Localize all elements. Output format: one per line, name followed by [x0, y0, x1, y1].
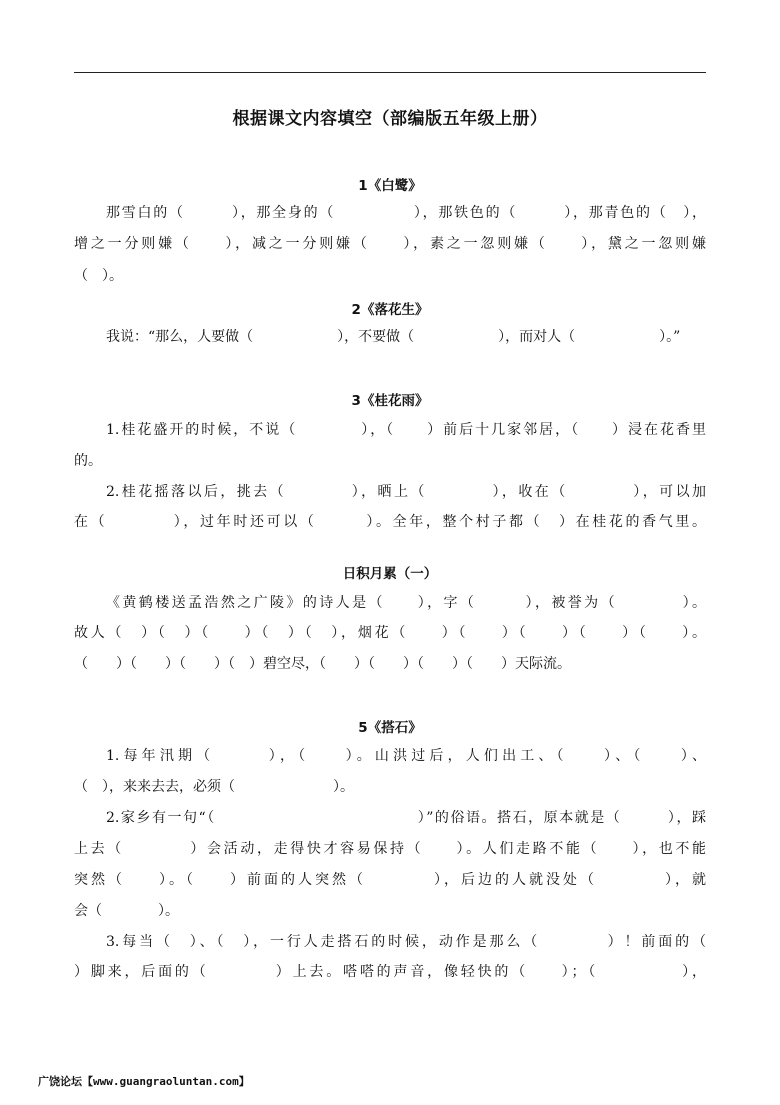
text-line: 1.桂花盛开的时候，不说（ ），（ ）前后十几家邻居，（ ）浸在花香里	[106, 422, 706, 438]
section-heading-4: 日积月累（一）	[342, 566, 438, 582]
text-line: ）脚来，后面的（ ）上去。嗒嗒的声音，像轻快的（ ）；（ ），	[74, 964, 706, 980]
text-line: 的。	[74, 453, 102, 469]
text-line: 会（ ）。	[74, 903, 179, 919]
text-line: （ ）（ ）（ ）（ ）碧空尽，（ ）（ ）（ ）（ ）天际流。	[74, 656, 571, 672]
text-line: 1.每年汛期（ ），（ ）。山洪过后，人们出工、（ ）、（ ）、	[106, 748, 706, 764]
text-line: （ ），来来去去，必须（ ）。	[74, 779, 354, 795]
text-line: 我说：“那么，人要做（ ），不要做（ ），而对人（ ）。”	[106, 329, 681, 345]
section-heading-1: 1《白鹭》	[358, 178, 422, 194]
section-heading-2: 2《落花生》	[351, 302, 429, 318]
top-rule	[74, 72, 706, 73]
text-line: 3.每当（ ）、（ ），一行人走搭石的时候，动作是那么（ ）！前面的（	[106, 934, 706, 950]
text-line: 《黄鹤楼送孟浩然之广陵》的诗人是（ ），字（ ），被誉为（ ）。	[106, 595, 706, 611]
page-title: 根据课文内容填空（部编版五年级上册）	[232, 109, 548, 129]
footer-watermark: 广饶论坛【www.guangraoluntan.com】	[38, 1075, 250, 1088]
text-line: （ ）。	[74, 268, 123, 284]
text-line: 故人（ ）（ ）（ ）（ ）（ ），烟花（ ）（ ）（ ）（ ）（ ）。	[74, 625, 706, 641]
section-heading-5: 5《搭石》	[358, 720, 422, 736]
text-line: 2.家乡有一句“（ ）”的俗语。搭石，原本就是（ ），踩	[106, 810, 706, 826]
section-heading-3: 3《桂花雨》	[351, 393, 429, 409]
text-line: 在（ ），过年时还可以（ ）。全年，整个村子都（ ）在桂花的香气里。	[74, 514, 706, 530]
text-line: 增之一分则嫌（ ），减之一分则嫌（ ），素之一忽则嫌（ ），黛之一忽则嫌	[74, 236, 706, 252]
text-line: 上去（ ）会活动，走得快才容易保持（ ）。人们走路不能（ ），也不能	[74, 841, 706, 857]
text-line: 2.桂花摇落以后，挑去（ ），晒上（ ），收在（ ），可以加	[106, 484, 706, 500]
text-line: 突然（ ）。（ ）前面的人突然（ ），后边的人就没处（ ），就	[74, 872, 706, 888]
text-line: 那雪白的（ ），那全身的（ ），那铁色的（ ），那青色的（ ），	[106, 205, 706, 221]
